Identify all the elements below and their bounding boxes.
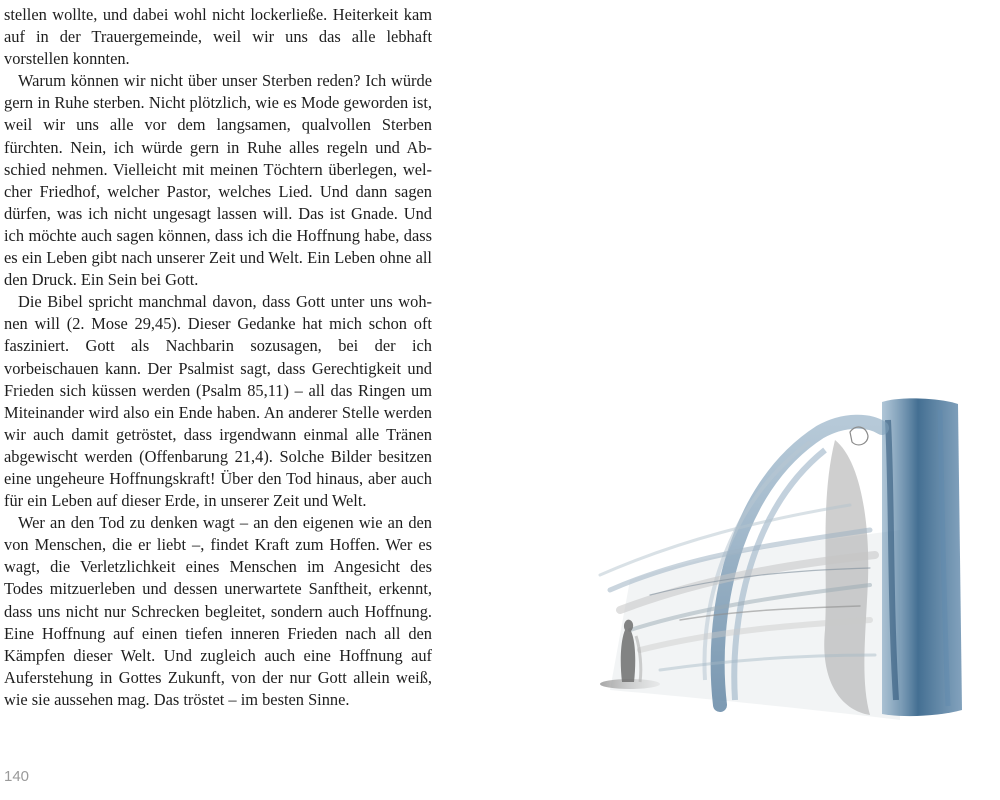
- page-number: 140: [4, 768, 30, 785]
- paragraph-2: Warum können wir nicht über unser Sterben reden? Ich würde gern in Ruhe sterben. Nicht plötzlich, wie es Mode geworden ist, weil wir uns alle vor dem langsamen, qualvollen Sterben fürchten. Nein, ich würde gern in Ruhe alles regeln und Abschied nehmen. Vielleicht mit meinen Töchtern überlegen, welcher Friedhof, welcher Pastor, welches Lied. Und dann sagen dürfen, was ich nicht ungesagt lassen will. Das ist Gnade. Und ich möchte auch sagen können, dass ich die Hoffnung habe, dass es ein Leben gibt nach unserer Zeit und Welt. Ein Leben ohne all den Druck. Ein Sein bei Gott.: [4, 71, 432, 290]
- paragraph-4: Wer an den Tod zu denken wagt – an den eigenen wie an den von Menschen, die er liebt –, findet Kraft zum Hoffen. Wer es wagt, die Verletzlichkeit eines Menschen im Angesicht des Todes mitzuerleben und dessen unerwartete Sanftheit, erkennt, dass uns nicht nur Schrecken begleitet, sondern auch Hoffnung. Eine Hoffnung auf einen tiefen inneren Frieden nach all den Kämpfen dieser Welt. Und zugleich auch eine Hoffnung auf Auferstehung in Gottes Zukunft, von der nur Gott allein weiß, wie sie aussehen mag. Das tröstet – im besten Sinne.: [4, 513, 432, 709]
- body-text: [4, 4, 432, 711]
- grey-veil: [824, 440, 870, 715]
- paragraph-1: stellen wollte, und dabei wohl nicht lockerließe. Heiterkeit kam auf in der Trauergemeinde, weil wir uns das alle lebhaft vorstellen konnten.: [4, 5, 432, 69]
- paragraph-3: Die Bibel spricht manchmal davon, dass Gott unter uns wohnen will (2. Mose 29,45). Dieser Gedanke hat mich schon oft fasziniert. Gott als Nachbarin sozusagen, bei der ich vorbeischauen kann. Der Psalmist sagt, dass Gerechtigkeit und Frieden sich küssen werden (Psalm 85,11) – all das Ringen um Miteinander wird also ein Ende haben. An anderer Stelle werden wir auch damit getröstet, dass irgendwann einmal alle Tränen abgewischt werden (Offenbarung 21,4). Solche Bilder besitzen eine ungeheure Hoffnungskraft! Über den Tod hinaus, aber auch für ein Leben auf dieser Erde, in unserer Zeit und Welt.: [4, 292, 432, 511]
- watercolor-illustration: [570, 380, 1000, 780]
